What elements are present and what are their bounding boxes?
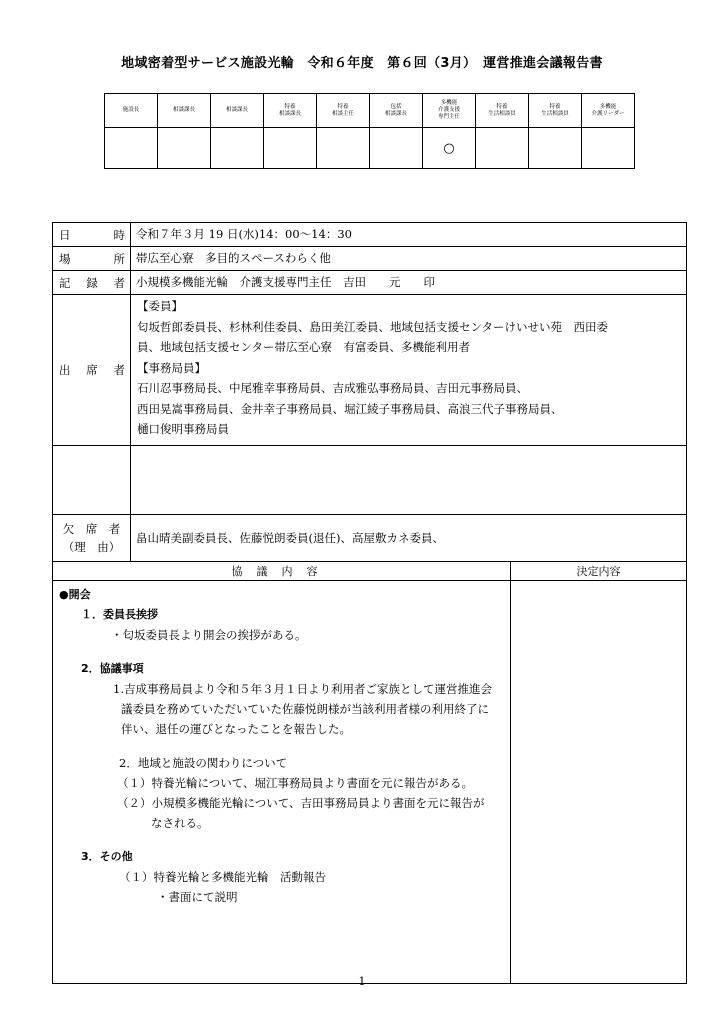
stamp-header-line: 介護支援	[437, 107, 460, 113]
stamp-header-line: 生活相談員	[541, 110, 569, 117]
stamp-header-cell	[317, 94, 370, 128]
attendees-line: 匂坂哲郎委員長、杉林利佳委員、島田美江委員、地域包括支援センターけいせい苑 西田委	[137, 319, 609, 334]
place-value: 帯広至心寮 多目的スペースわらく他	[131, 247, 687, 271]
item3-sub1-text: ・書面にて説明	[157, 890, 238, 904]
stamp-seal-cell[interactable]	[211, 128, 264, 169]
attendees-line: 【事務局員】	[137, 360, 206, 375]
item3-title: 3．その他	[81, 850, 133, 863]
stamp-seal-cell[interactable]	[158, 128, 211, 169]
stamp-header-line: 相談課長	[278, 110, 301, 117]
stamp-header-line: 多機能	[440, 100, 458, 106]
attendees-value	[131, 295, 687, 446]
attendees-line: 【委員】	[137, 299, 183, 313]
item2-sub2: 2．地域と施設の関わりについて	[119, 756, 288, 770]
stamp-header-line: 多機能	[599, 103, 617, 110]
report-title: 地域密着型サービス施設光輪 令和６年度 第６回（3月） 運営推進会議報告書	[121, 56, 603, 71]
blank-value-cell	[131, 446, 687, 515]
date-value: 令和７年３月 19 日(水)14：00～14：30	[131, 223, 687, 247]
item1-title: １．委員長挨拶	[81, 608, 158, 621]
meeting-record-table	[52, 222, 687, 984]
stamp-header-line: 施設長	[122, 107, 140, 113]
stamp-seal-cell[interactable]	[264, 128, 317, 169]
attendees-line: 石川忍事務局長、中尾雅幸事務局員、吉成雅弘事務局員、吉田元事務局員、	[137, 381, 528, 395]
stamp-header-line: 特養	[337, 103, 349, 110]
stamp-header-cell	[158, 94, 211, 128]
page-number: 1	[358, 975, 366, 988]
stamp-header-line: 特養	[496, 103, 508, 110]
absent-label: 欠 席 者 （理 由）	[53, 515, 131, 562]
item2-sub1: 1.吉成事務局員より令和５年３月１日より利用者ご家族として運営推進会議委員を務めていただいていた佐藤悦朗様が当該利用者様の利用終了に伴い、退任の運びとなったことを報告した。	[113, 682, 492, 736]
stamp-header-line: 相談課長	[384, 110, 407, 117]
item2-sub2-b: （２）小規模多機能光輪について、吉田事務局員より書面を元に報告がなされる。	[117, 796, 485, 830]
stamp-header-line: 相談課長	[225, 107, 248, 113]
recorder-value: 小規模多機能光輪 介護支援専門主任 吉田 元 印	[131, 271, 687, 295]
blank-label-cell	[53, 446, 131, 515]
stamp-header-cell	[582, 94, 635, 128]
stamp-header-cell	[211, 94, 264, 128]
stamp-header-cell	[370, 94, 423, 128]
stamp-header-cell	[423, 94, 476, 128]
opening-heading: ●開会	[59, 588, 91, 601]
stamp-seal-cell[interactable]	[582, 128, 635, 169]
stamp-seal-cell[interactable]	[105, 128, 158, 169]
attendees-line: 員、地域包括支援センター帯広至心寮 有富委員、多機能利用者	[137, 340, 471, 354]
stamp-seal-cell[interactable]: ○	[423, 128, 476, 169]
discussion-header: 協議内容	[53, 562, 511, 581]
stamp-header-line: 生活相談員	[488, 110, 516, 117]
item3-sub1: （１）特養光輪と多機能光輪 活動報告	[119, 870, 326, 884]
stamp-seal-cell[interactable]	[317, 128, 370, 169]
stamp-header-line: 特養	[549, 103, 561, 110]
date-label: 日 時	[53, 223, 131, 247]
place-label: 場 所	[53, 247, 131, 271]
recorder-label: 記 録 者	[53, 271, 131, 295]
approval-stamp-table	[104, 93, 635, 169]
stamp-header-line: 専門主任	[437, 114, 460, 120]
stamp-header-line: 相談課長	[172, 107, 195, 113]
stamp-seal-cell[interactable]	[529, 128, 582, 169]
stamp-header-line: 介護リーダー	[591, 110, 625, 117]
stamp-header-line: 包括	[390, 103, 402, 110]
stamp-seal-cell[interactable]	[476, 128, 529, 169]
item2-title: 2．協議事項	[81, 662, 144, 675]
stamp-header-cell	[105, 94, 158, 128]
attendees-label: 出 席 者	[53, 295, 131, 446]
attendees-line: 西田晃嵩事務局員、金井幸子事務局員、堀江綾子事務局員、高浪三代子事務局員、	[137, 401, 563, 416]
stamp-header-cell	[529, 94, 582, 128]
discussion-body	[53, 581, 511, 984]
stamp-seal-cell[interactable]	[370, 128, 423, 169]
stamp-header-cell	[264, 94, 317, 128]
item1-text: ・匂坂委員長より開会の挨拶がある。	[111, 628, 307, 642]
attendees-line: 樋口俊明事務局員	[137, 422, 229, 436]
item2-sub2-a: （１）特養光輪について、堀江事務局員より書面を元に報告がある。	[117, 776, 474, 790]
stamp-header-line: 特養	[284, 103, 296, 110]
decision-body	[511, 581, 687, 984]
decision-header: 決定内容	[511, 562, 687, 581]
stamp-header-line: 相談主任	[331, 110, 354, 117]
stamp-header-cell	[476, 94, 529, 128]
absent-value: 畠山晴美副委員長、佐藤悦朗委員(退任)、高屋敷カネ委員、	[131, 515, 687, 562]
